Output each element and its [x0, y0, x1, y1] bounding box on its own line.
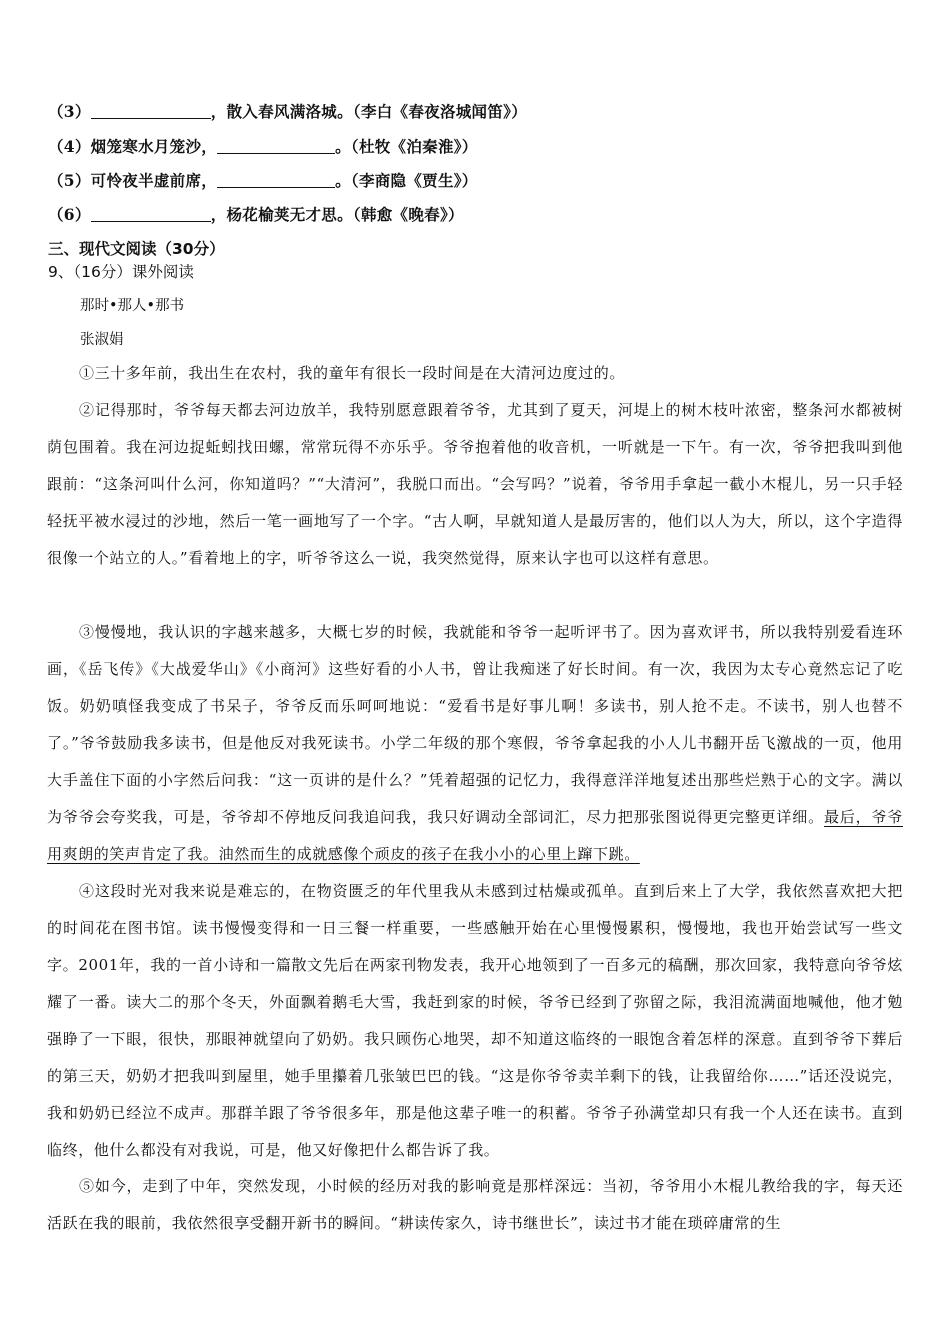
- answer-blank-5[interactable]: [217, 173, 335, 188]
- answer-blank-3[interactable]: [91, 104, 211, 119]
- article-paragraph-3: [47, 614, 903, 873]
- q5-text-before: （5）可怜夜半虚前席，: [48, 171, 218, 190]
- article-paragraph-1: ①三十多年前，我出生在农村，我的童年有很长一段时间是在大清河边度过的。: [79, 364, 626, 382]
- paragraph-3-text: ③慢慢地，我认识的字越来越多，大概七岁的时候，我就能和爷爷一起听评书了。因为喜欢评书，所以我特别爱看连环画，《岳飞传》《大战爱华山》《小商河》这些好看的小人书，曾让我痴迷了好长时间。有一次，我因为太专心竟然忘记了吃饭。奶奶嗔怪我变成了书呆子，爷爷反而乐呵呵地说：“爱看书是好事儿啊！多读书，别人抢不走。不读书，别人也替不了。”爷爷鼓励我多读书，但是他反对我死读书。小学二年级的那个寒假，爷爷拿起我的小人儿书翻开岳飞激战的一页，他用大手盖住下面的小字然后问我：“这一页讲的是什么？”凭着超强的记忆力，我得意洋洋地复述出那些烂熟于心的文字。满以为爷爷会夸奖我，可是，爷爷却不停地反问我追问我，我只好调动全部词汇，尽力把那张图说得更完整更详细。: [47, 623, 903, 826]
- section-heading: 三、现代文阅读（30分）: [48, 240, 225, 258]
- article-paragraph-4: ④这段时光对我来说是难忘的，在物资匮乏的年代里我从未感到过枯燥或孤单。直到后来上了大学，我依然喜欢把大把的时间花在图书馆。读书慢慢变得和一日三餐一样重要，一些感触开始在心里慢慢累积，慢慢地，我也开始尝试写一些文字。2001年，我的一首小诗和一篇散文先后在两家刊物发表，我开心地领到了一百多元的稿酬，那次回家，我特意向爷爷炫耀了一番。读大二的那个冬天，外面飘着鹅毛大雪，我赶到家的时候，爷爷已经到了弥留之际，我泪流满面地喊他，他才勉强睁了一下眼，很快，那眼神就望向了奶奶。我只顾伤心地哭，却不知道这临终的一眼饱含着怎样的深意。直到爷爷下葬后的第三天，奶奶才把我叫到屋里，她手里攥着几张皱巴巴的钱。“这是你爷爷卖羊剩下的钱，让我留给你……”话还没说完，我和奶奶已经泣不成声。那群羊跟了爷爷很多年，那是他这辈子唯一的积蓄。爷爷子孙满堂却只有我一个人还在读书。直到临终，他什么都没有对我说，可是，他又好像把什么都告诉了我。: [47, 882, 903, 1159]
- poetry-question-5: [48, 171, 478, 191]
- q4-text-before: （4）烟笼寒水月笼沙，: [48, 137, 218, 156]
- article-title: 那时•那人•那书: [80, 298, 185, 314]
- article-author: 张淑娟: [80, 332, 124, 348]
- poetry-question-6: [48, 205, 464, 225]
- question-heading: 9、（16分）课外阅读: [48, 263, 194, 281]
- q6-number: （6）: [48, 205, 91, 224]
- article-paragraph-2: ②记得那时，爷爷每天都去河边放羊，我特别愿意跟着爷爷，尤其到了夏天，河堤上的树木枝叶浓密，整条河水都被树荫包围着。我在河边捉蚯蚓找田螺，常常玩得不亦乐乎。爷爷抱着他的收音机，一听就是一下午。有一次，爷爷把我叫到他跟前：“这条河叫什么河，你知道吗？”“大清河”，我脱口而出。“会写吗？”说着，爷爷用手拿起一截小木棍儿，另一只手轻轻抚平被水浸过的沙地，然后一笔一画地写了一个字。“古人啊，早就知道人是最厉害的，他们以人为大，所以，这个字造得很像一个站立的人。”看着地上的字，听爷爷这么一说，我突然觉得，原来认字也可以这样有意思。: [47, 401, 903, 567]
- q6-text: ，杨花榆荚无才思。（韩愈《晚春》）: [210, 205, 464, 224]
- poetry-question-4: [48, 137, 478, 157]
- answer-blank-6[interactable]: [91, 207, 211, 222]
- underlined-sentence: 最后，爷爷用爽朗的笑声肯定了我。油然而生的成就感像个顽皮的孩子在我小小的心里上蹿下跳。: [47, 808, 903, 863]
- q3-number: （3）: [48, 102, 91, 121]
- q4-text-after: 。（杜牧《泊秦淮》）: [335, 137, 478, 156]
- article-paragraph-5: ⑤如今，走到了中年，突然发现，小时候的经历对我的影响竟是那样深远：当初，爷爷用小木棍儿教给我的字，每天还活跃在我的眼前，我依然很享受翻开新书的瞬间。“耕读传家久，诗书继世长”，读过书才能在琐碎庸常的生: [47, 1177, 903, 1232]
- poetry-question-3: [48, 102, 527, 122]
- answer-blank-4[interactable]: [217, 139, 335, 154]
- q3-text: ，散入春风满洛城。（李白《春夜洛城闻笛》）: [210, 102, 527, 121]
- q5-text-after: 。（李商隐《贾生》）: [335, 171, 478, 190]
